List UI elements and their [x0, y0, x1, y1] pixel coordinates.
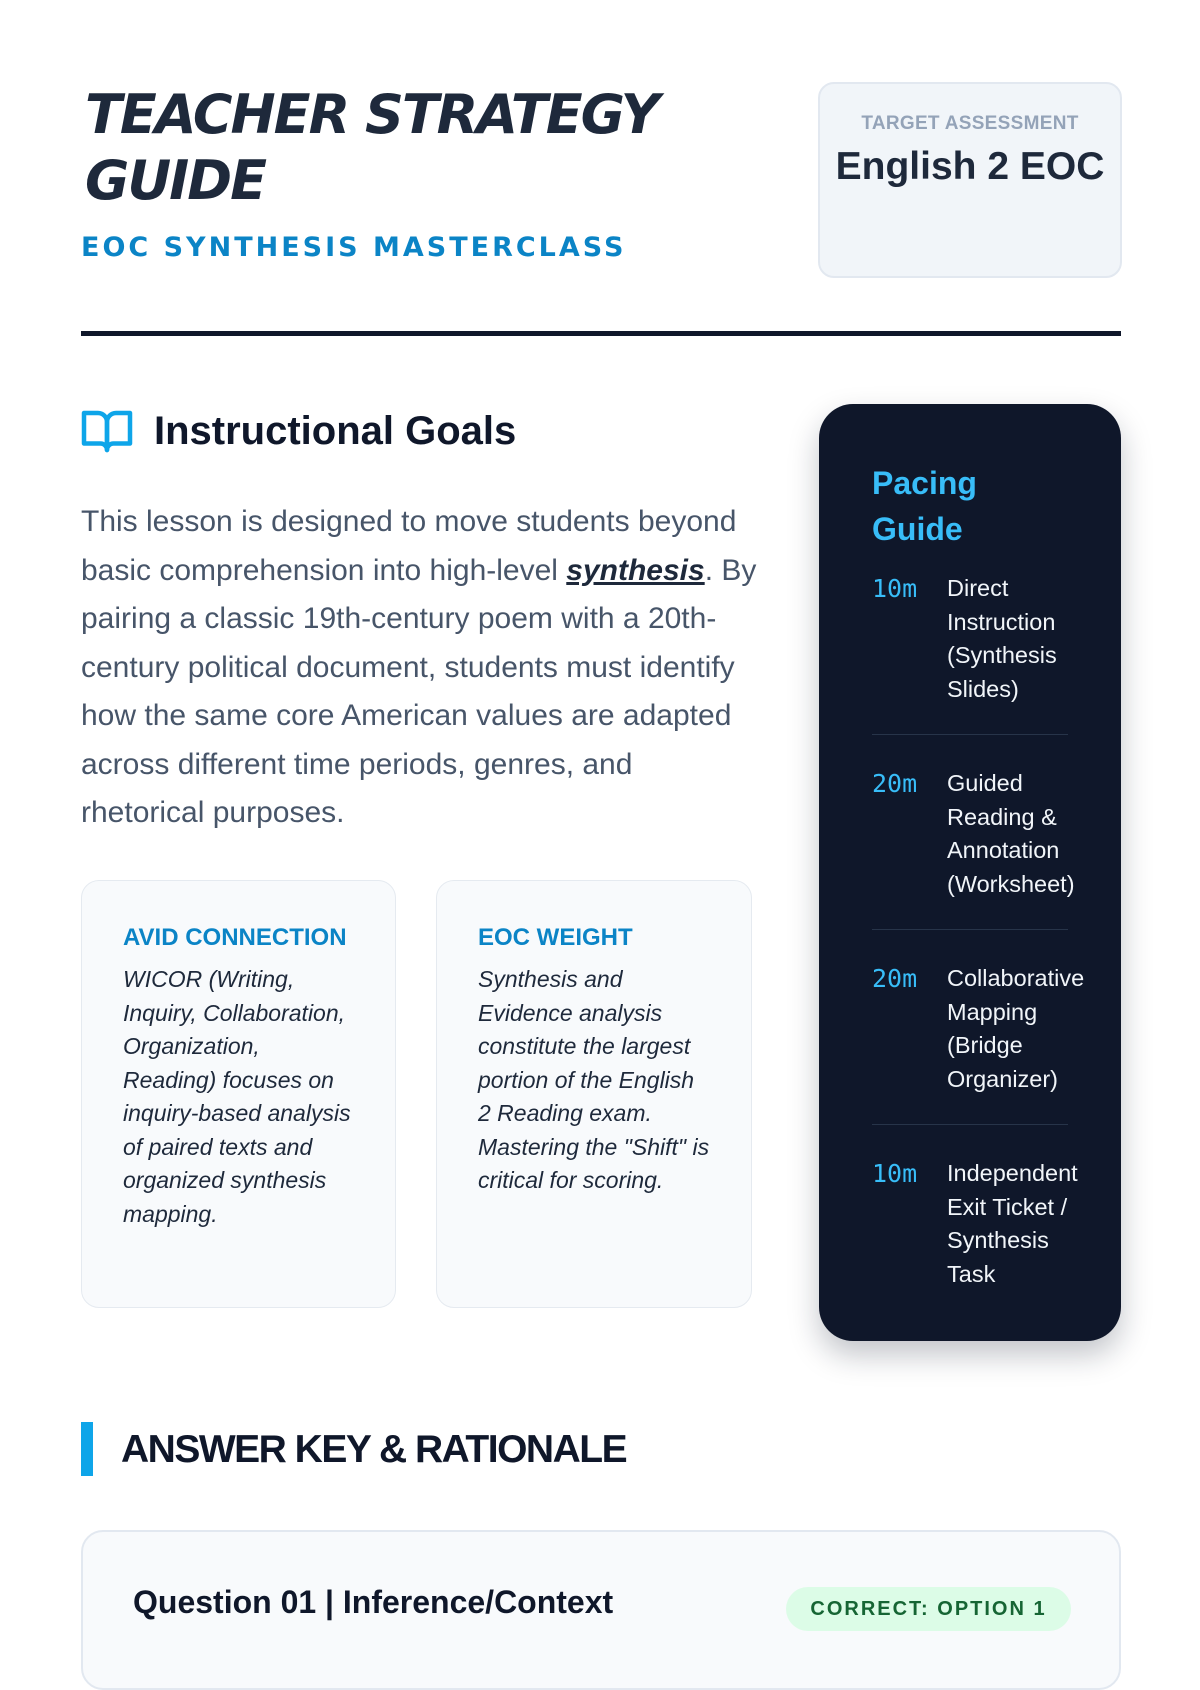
- pacing-guide-title: Pacing Guide: [872, 465, 977, 547]
- eoc-weight-label: EOC WEIGHT: [478, 924, 633, 951]
- pacing-item-line: Slides): [947, 675, 1019, 702]
- pacing-item-line: Annotation: [947, 837, 1060, 863]
- pacing-item-line: Direct: [947, 575, 1009, 601]
- pacing-item-line: (Synthesis: [947, 642, 1057, 668]
- pacing-item-time: 20m: [872, 769, 918, 798]
- pacing-guide-panel: [819, 404, 1121, 1341]
- answer-key-heading: ANSWER KEY & RATIONALE: [121, 1428, 627, 1471]
- pacing-item-line: Task: [947, 1260, 996, 1287]
- pacing-item-line: Exit Ticket /: [947, 1193, 1068, 1220]
- pacing-item-line: (Bridge: [947, 1032, 1023, 1058]
- pacing-item-description: [947, 767, 1107, 901]
- target-assessment-label: TARGET ASSESSMENT: [861, 113, 1079, 134]
- page-subtitle: EOC SYNTHESIS MASTERCLASS: [81, 232, 627, 263]
- page-header: [81, 82, 1121, 282]
- avid-connection-label: AVID CONNECTION: [123, 924, 347, 951]
- goals-text-emphasis: synthesis: [566, 553, 705, 587]
- goals-text-rest: . By pairing a classic 19th-century poem with a 20th-century political document, students must identify how the same core American values are adapted across different time periods, genres, and rhetorical purposes.: [81, 553, 757, 829]
- pacing-item: [872, 767, 1075, 930]
- pacing-item-line: (Worksheet): [947, 870, 1075, 897]
- pacing-item-description: [947, 572, 1107, 706]
- instructional-goals-text: [81, 498, 761, 838]
- header-divider: [81, 331, 1121, 336]
- pacing-item-line: Reading &: [947, 803, 1057, 830]
- pacing-item-line: Mapping: [947, 998, 1038, 1025]
- pacing-item-time: 10m: [872, 574, 918, 603]
- correct-answer-badge: CORRECT: OPTION 1: [786, 1587, 1071, 1631]
- pacing-item-description: [947, 962, 1107, 1096]
- pacing-list: [872, 572, 1085, 1319]
- answer-card: [81, 1530, 1121, 1690]
- pacing-item-line: Guided: [947, 770, 1023, 796]
- answer-key-accent-bar: [81, 1422, 93, 1476]
- target-assessment-card: [818, 82, 1122, 278]
- pacing-item-line: Collaborative: [947, 965, 1085, 991]
- avid-connection-card: [81, 880, 396, 1308]
- pacing-item-line: Independent: [947, 1160, 1078, 1186]
- pacing-item-time: 20m: [872, 964, 918, 993]
- instructional-goals-heading: Instructional Goals: [154, 409, 517, 453]
- page-title: TEACHER STRATEGY GUIDE: [85, 83, 658, 212]
- avid-connection-text: WICOR (Writing, Inquiry, Collaboration, Organization, Reading) focuses on inquiry-based analysis of paired texts and organized synthesis mapping.: [123, 966, 351, 1227]
- book-open-icon: [81, 408, 133, 454]
- pacing-item: [872, 1157, 1078, 1319]
- pacing-item-time: 10m: [872, 1159, 918, 1188]
- pacing-item-line: Synthesis: [947, 1227, 1049, 1253]
- target-assessment-value: English 2 EOC: [835, 145, 1105, 188]
- pacing-item-description: [947, 1157, 1107, 1291]
- pacing-item-line: Organizer): [947, 1065, 1059, 1092]
- pacing-item: [872, 572, 1068, 735]
- eoc-weight-card: [436, 880, 752, 1308]
- pacing-item-line: Instruction: [947, 608, 1056, 635]
- goals-text-intro: This lesson is designed to move students beyond basic comprehension into high-level: [81, 505, 737, 587]
- eoc-weight-text: Synthesis and Evidence analysis constitute the largest portion of the English 2 Reading exam. Mastering the "Shift" is critical for scoring.: [478, 966, 710, 1193]
- pacing-item: [872, 962, 1085, 1125]
- question-title: Question 01 | Inference/Context: [133, 1584, 614, 1620]
